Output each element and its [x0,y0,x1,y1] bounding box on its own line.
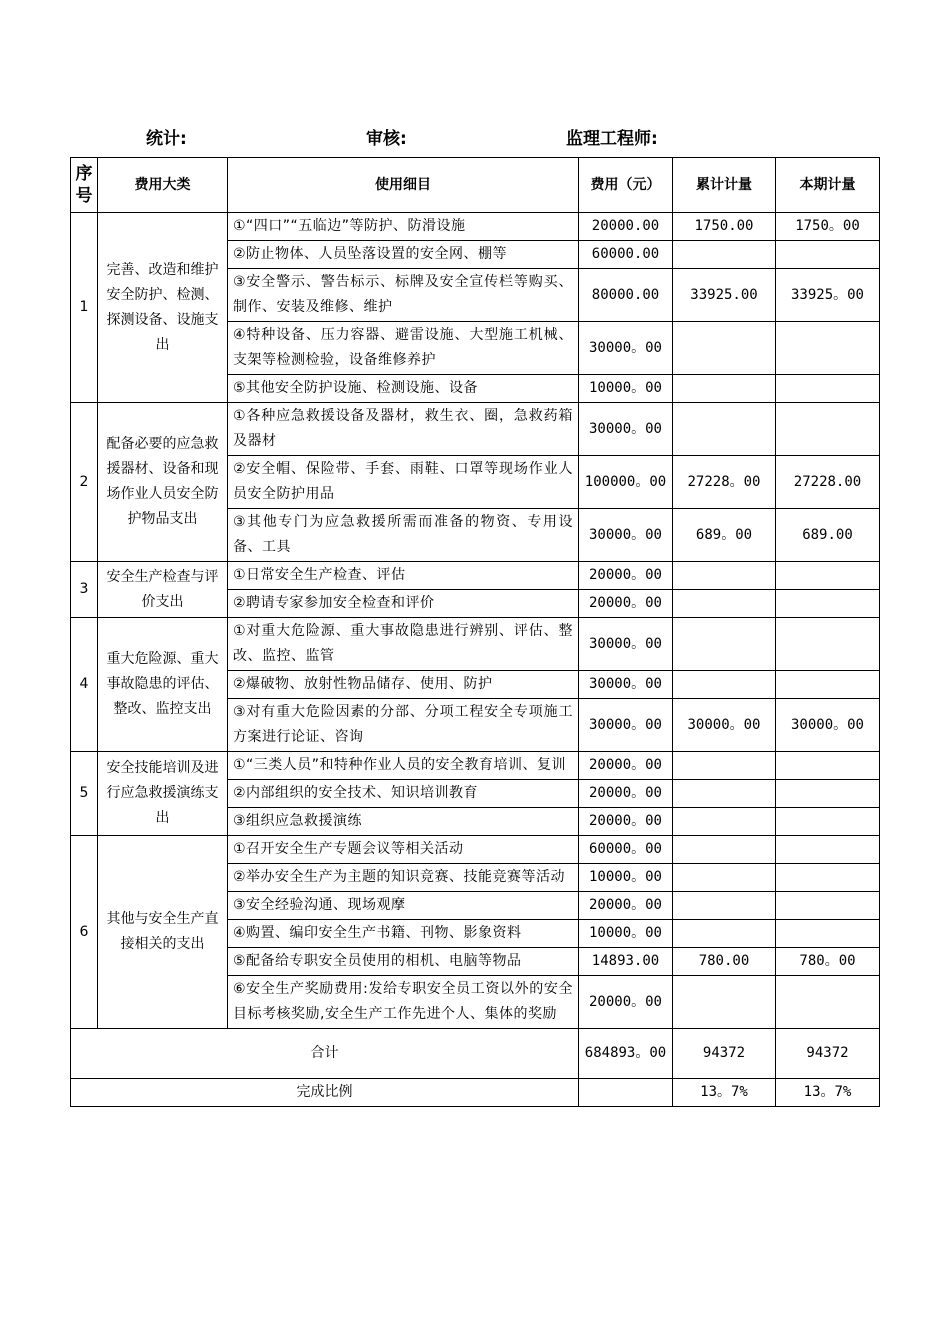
current-cell [776,241,880,269]
table-row [71,618,880,671]
cumulative-cell: 30000。00 [673,699,776,752]
seq-cell: 5 [71,752,98,836]
cost-cell: 60000。00 [579,836,673,864]
ratio-cost-cell [579,1079,673,1107]
current-cell [776,562,880,590]
cost-cell: 20000。00 [579,752,673,780]
item-cell: ①“四口”“五临边”等防护、防滑设施 [228,213,579,241]
cumulative-cell [673,864,776,892]
cost-cell: 20000。00 [579,892,673,920]
review-label: 审核: [366,129,407,149]
cost-cell: 30000。00 [579,322,673,375]
header-cumulative: 累计计量 [673,158,776,213]
item-cell: ④购置、编印安全生产书籍、刊物、影象资料 [228,920,579,948]
cumulative-cell [673,375,776,403]
cost-cell: 60000.00 [579,241,673,269]
total-label: 合计 [71,1029,579,1079]
table-row [71,213,880,241]
current-cell [776,864,880,892]
cumulative-cell: 1750.00 [673,213,776,241]
cumulative-cell [673,403,776,456]
item-cell: ②爆破物、放射性物品储存、使用、防护 [228,671,579,699]
current-cell [776,671,880,699]
cost-cell: 14893.00 [579,948,673,976]
current-cell: 33925。00 [776,269,880,322]
seq-cell: 3 [71,562,98,618]
table-body [71,213,880,1107]
table-row [71,836,880,864]
category-cell: 配备必要的应急救援器材、设备和现场作业人员安全防护物品支出 [98,403,228,562]
cumulative-cell [673,892,776,920]
current-cell [776,976,880,1029]
cumulative-cell [673,562,776,590]
cumulative-cell: 33925.00 [673,269,776,322]
item-cell: ②聘请专家参加安全检查和评价 [228,590,579,618]
item-cell: ①日常安全生产检查、评估 [228,562,579,590]
engineer-label: 监理工程师: [566,129,658,149]
cumulative-cell [673,836,776,864]
safety-cost-table [70,157,880,1107]
cost-cell: 10000。00 [579,920,673,948]
seq-cell: 6 [71,836,98,1029]
item-cell: ①对重大危险源、重大事故隐患进行辨别、评估、整改、监控、监管 [228,618,579,671]
cumulative-cell: 780.00 [673,948,776,976]
item-cell: ③对有重大危险因素的分部、分项工程安全专项施工方案进行论证、咨询 [228,699,579,752]
cumulative-cell [673,780,776,808]
category-cell: 安全技能培训及进行应急救援演练支出 [98,752,228,836]
item-cell: ②内部组织的安全技术、知识培训教育 [228,780,579,808]
cumulative-cell [673,920,776,948]
cost-cell: 30000。00 [579,699,673,752]
cost-cell: 10000。00 [579,375,673,403]
cumulative-cell [673,241,776,269]
header-category: 费用大类 [98,158,228,213]
total-current-cell: 94372 [776,1029,880,1079]
signature-row [0,124,950,152]
current-cell [776,836,880,864]
item-cell: ⑤配备给专职安全员使用的相机、电脑等物品 [228,948,579,976]
cost-cell: 30000。00 [579,671,673,699]
cumulative-cell [673,671,776,699]
ratio-cumulative-cell: 13。7% [673,1079,776,1107]
item-cell: ③组织应急救援演练 [228,808,579,836]
cost-cell: 20000。00 [579,562,673,590]
ratio-current-cell: 13。7% [776,1079,880,1107]
ratio-row [71,1079,880,1107]
header-seq: 序号 [71,158,98,213]
item-cell: ③其他专门为应急救援所需而准备的物资、专用设备、工具 [228,509,579,562]
item-cell: ③安全警示、警告标示、标牌及安全宣传栏等购买、制作、安装及维修、维护 [228,269,579,322]
current-cell: 689.00 [776,509,880,562]
cumulative-cell [673,976,776,1029]
item-cell: ②防止物体、人员坠落设置的安全网、棚等 [228,241,579,269]
current-cell: 30000。00 [776,699,880,752]
current-cell [776,808,880,836]
item-cell: ②安全帽、保险带、手套、雨鞋、口罩等现场作业人员安全防护用品 [228,456,579,509]
ratio-label: 完成比例 [71,1079,579,1107]
item-cell: ②举办安全生产为主题的知识竞赛、技能竞赛等活动 [228,864,579,892]
cost-cell: 30000。00 [579,403,673,456]
total-row [71,1029,880,1079]
current-cell [776,752,880,780]
cost-cell: 80000.00 [579,269,673,322]
stat-label: 统计: [146,129,187,149]
current-cell [776,590,880,618]
current-cell: 27228.00 [776,456,880,509]
header-row [71,158,880,213]
item-cell: ①“三类人员”和特种作业人员的安全教育培训、复训 [228,752,579,780]
item-cell: ③安全经验沟通、现场观摩 [228,892,579,920]
cost-cell: 30000。00 [579,509,673,562]
cumulative-cell [673,808,776,836]
category-cell: 其他与安全生产直接相关的支出 [98,836,228,1029]
cumulative-cell: 689。00 [673,509,776,562]
item-cell: ⑥安全生产奖励费用:发给专职安全员工资以外的安全目标考核奖励,安全生产工作先进个人、集体的奖励 [228,976,579,1029]
total-cost-cell: 684893。00 [579,1029,673,1079]
table-row [71,562,880,590]
seq-cell: 2 [71,403,98,562]
cost-cell: 30000。00 [579,618,673,671]
seq-cell: 4 [71,618,98,752]
cumulative-cell [673,618,776,671]
current-cell [776,403,880,456]
cost-cell: 10000。00 [579,864,673,892]
item-cell: ⑤其他安全防护设施、检测设施、设备 [228,375,579,403]
table-row [71,403,880,456]
category-cell: 重大危险源、重大事故隐患的评估、整改、监控支出 [98,618,228,752]
current-cell [776,920,880,948]
current-cell: 780。00 [776,948,880,976]
cost-cell: 20000。00 [579,590,673,618]
cost-cell: 20000。00 [579,976,673,1029]
current-cell [776,322,880,375]
cost-cell: 20000。00 [579,780,673,808]
cumulative-cell [673,322,776,375]
cost-cell: 20000。00 [579,808,673,836]
seq-cell: 1 [71,213,98,403]
header-current: 本期计量 [776,158,880,213]
item-cell: ④特种设备、压力容器、避雷设施、大型施工机械、支架等检测检验，设备维修养护 [228,322,579,375]
cost-cell: 100000。00 [579,456,673,509]
category-cell: 安全生产检查与评价支出 [98,562,228,618]
cost-cell: 20000.00 [579,213,673,241]
item-cell: ①召开安全生产专题会议等相关活动 [228,836,579,864]
item-cell: ①各种应急救援设备及器材，救生衣、圈，急救药箱及器材 [228,403,579,456]
cumulative-cell [673,590,776,618]
total-cumulative-cell: 94372 [673,1029,776,1079]
current-cell: 1750。00 [776,213,880,241]
category-cell: 完善、改造和维护安全防护、检测、探测设备、设施支出 [98,213,228,403]
header-item: 使用细目 [228,158,579,213]
current-cell [776,618,880,671]
header-cost: 费用（元） [579,158,673,213]
current-cell [776,780,880,808]
current-cell [776,375,880,403]
cumulative-cell: 27228。00 [673,456,776,509]
current-cell [776,892,880,920]
cumulative-cell [673,752,776,780]
table-row [71,752,880,780]
